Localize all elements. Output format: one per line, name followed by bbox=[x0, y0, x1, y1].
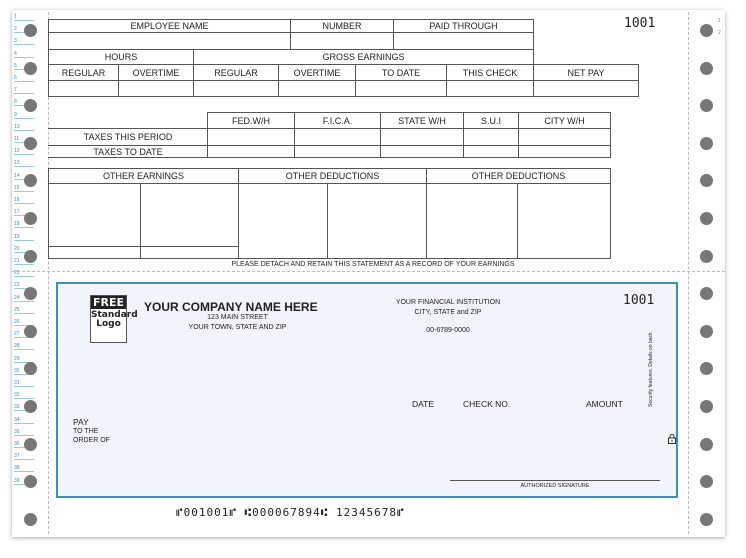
line-number: 5 bbox=[14, 63, 34, 70]
tractor-hole-right bbox=[700, 400, 713, 413]
micr-line: ⑈001001⑈ ⑆000067894⑆ 12345678⑈ bbox=[176, 506, 405, 519]
column-divider bbox=[140, 183, 141, 259]
tax-to-date-cell bbox=[518, 145, 611, 158]
earnings-subheader-3: OVERTIME bbox=[278, 64, 356, 81]
stub-check-number: 1001 bbox=[624, 16, 656, 31]
line-number: 21 bbox=[14, 258, 34, 265]
earnings-value-cell bbox=[193, 80, 279, 97]
tax-header-4: CITY W/H bbox=[518, 112, 611, 129]
tractor-hole-left bbox=[24, 438, 37, 451]
padlock-icon bbox=[668, 431, 676, 439]
earnings-subheader-6: NET PAY bbox=[533, 64, 639, 81]
line-number: 24 bbox=[14, 295, 34, 302]
line-number: 37 bbox=[14, 453, 34, 460]
tax-header-2: STATE W/H bbox=[380, 112, 464, 129]
earnings-subheader-0: REGULAR bbox=[48, 64, 119, 81]
logo-logo: Logo bbox=[96, 319, 121, 329]
tractor-hole-right bbox=[700, 24, 713, 37]
bank-city: CITY, STATE and ZIP bbox=[414, 309, 482, 316]
line-number: 35 bbox=[14, 429, 34, 436]
line-number: 14 bbox=[14, 173, 34, 180]
line-number: 6 bbox=[14, 75, 34, 82]
line-number: 32 bbox=[14, 392, 34, 399]
tax-to-date-cell bbox=[463, 145, 519, 158]
line-number: 12 bbox=[14, 148, 34, 155]
company-address-line2: YOUR TOWN, STATE AND ZIP bbox=[188, 324, 287, 331]
tax-to-date-cell bbox=[294, 145, 381, 158]
check-number: 1001 bbox=[623, 293, 655, 308]
tax-header-3: S.U.I bbox=[463, 112, 519, 129]
line-number: 11 bbox=[14, 136, 34, 143]
tax-period-cell bbox=[294, 128, 381, 146]
line-number: 28 bbox=[14, 343, 34, 350]
tractor-hole-left bbox=[24, 212, 37, 225]
check-no-label: CHECK NO. bbox=[463, 399, 511, 409]
tractor-hole-right bbox=[700, 325, 713, 338]
tax-period-cell bbox=[380, 128, 464, 146]
tractor-hole-left bbox=[24, 62, 37, 75]
earnings-value-cell bbox=[48, 80, 119, 97]
line-number: 26 bbox=[14, 319, 34, 326]
earnings-subheader-1: OVERTIME bbox=[118, 64, 194, 81]
line-number: 19 bbox=[14, 234, 34, 241]
tax-period-cell bbox=[463, 128, 519, 146]
detach-perforation bbox=[12, 271, 725, 272]
line-number: 30 bbox=[14, 368, 34, 375]
line-number: 8 bbox=[14, 99, 34, 106]
tax-to-date-cell bbox=[207, 145, 295, 158]
tractor-hole-right bbox=[700, 438, 713, 451]
authorized-signature-label: AUTHORIZED SIGNATURE bbox=[520, 483, 590, 489]
earnings-value-cell bbox=[355, 80, 447, 97]
line-number: 3 bbox=[14, 38, 34, 45]
other-header-1: OTHER DEDUCTIONS bbox=[238, 168, 427, 184]
earnings-subheader-2: REGULAR bbox=[193, 64, 279, 81]
other-body bbox=[238, 183, 427, 259]
routing-fraction: 00-6789-0000 bbox=[426, 327, 470, 334]
column-divider bbox=[327, 183, 328, 259]
tax-period-cell bbox=[207, 128, 295, 146]
line-number: 9 bbox=[14, 112, 34, 119]
tax-header-1: F.I.C.A. bbox=[294, 112, 381, 129]
line-number: 17 bbox=[14, 209, 34, 216]
tax-header-0: FED.W/H bbox=[207, 112, 295, 129]
right-line-number: 1 bbox=[718, 18, 721, 24]
other-body bbox=[48, 183, 239, 259]
tractor-hole-left bbox=[24, 24, 37, 37]
other-header-0: OTHER EARNINGS bbox=[48, 168, 239, 184]
logo-free: FREE bbox=[92, 296, 124, 309]
earnings-value-cell bbox=[533, 80, 639, 97]
line-number: 18 bbox=[14, 221, 34, 228]
gross-earnings-header: GROSS EARNINGS bbox=[193, 49, 534, 65]
line-number: 33 bbox=[14, 404, 34, 411]
logo-standard: Standard bbox=[91, 310, 138, 320]
number-value bbox=[290, 32, 394, 50]
taxes-this-period-label: TAXES THIS PERIOD bbox=[48, 128, 208, 146]
employee-name-header: EMPLOYEE NAME bbox=[48, 19, 291, 33]
line-number: 36 bbox=[14, 441, 34, 448]
line-number: 34 bbox=[14, 417, 34, 424]
tractor-hole-right bbox=[700, 137, 713, 150]
line-number: 31 bbox=[14, 380, 34, 387]
line-number: 1 bbox=[14, 14, 34, 21]
tractor-hole-left bbox=[24, 325, 37, 338]
tractor-hole-left bbox=[24, 513, 37, 526]
tractor-hole-right bbox=[700, 513, 713, 526]
tax-period-cell bbox=[518, 128, 611, 146]
line-number: 25 bbox=[14, 307, 34, 314]
line-number: 7 bbox=[14, 87, 34, 94]
employee-name-value bbox=[48, 32, 291, 50]
line-number: 10 bbox=[14, 124, 34, 131]
earnings-subheader-4: TO DATE bbox=[355, 64, 447, 81]
tractor-hole-left bbox=[24, 400, 37, 413]
line-number: 29 bbox=[14, 356, 34, 363]
tax-to-date-cell bbox=[380, 145, 464, 158]
earnings-subheader-5: THIS CHECK bbox=[446, 64, 534, 81]
signature-line[interactable] bbox=[450, 480, 660, 481]
paid-through-header: PAID THROUGH bbox=[393, 19, 534, 33]
amount-label: AMOUNT bbox=[586, 399, 623, 409]
line-number: 23 bbox=[14, 282, 34, 289]
right-line-number: 2 bbox=[718, 30, 721, 36]
order-of-label: ORDER OF bbox=[73, 437, 110, 444]
security-features-note: Security features. Details on back. bbox=[648, 331, 654, 407]
taxes-to-date-label: TAXES TO DATE bbox=[48, 145, 208, 158]
other-body bbox=[426, 183, 611, 259]
bank-name: YOUR FINANCIAL INSTITUTION bbox=[395, 299, 501, 306]
company-name: YOUR COMPANY NAME HERE bbox=[144, 300, 318, 314]
line-number: 15 bbox=[14, 185, 34, 192]
tractor-hole-left bbox=[24, 137, 37, 150]
earnings-value-cell bbox=[118, 80, 194, 97]
paid-through-value bbox=[393, 32, 534, 50]
line-number: 38 bbox=[14, 465, 34, 472]
hours-header: HOURS bbox=[48, 49, 194, 65]
detach-notice: PLEASE DETACH AND RETAIN THIS STATEMENT AS A RECORD OF YOUR EARNINGS bbox=[231, 261, 515, 268]
row-divider bbox=[48, 246, 238, 247]
right-perforation bbox=[688, 12, 689, 534]
line-number: 22 bbox=[14, 270, 34, 277]
check-body bbox=[56, 282, 678, 498]
company-logo bbox=[90, 295, 138, 343]
line-number: 16 bbox=[14, 197, 34, 204]
number-header: NUMBER bbox=[290, 19, 394, 33]
date-label: DATE bbox=[412, 399, 435, 409]
line-number: 39 bbox=[14, 478, 34, 485]
line-number: 13 bbox=[14, 160, 34, 167]
pay-label: PAY bbox=[73, 417, 89, 427]
other-header-2: OTHER DEDUCTIONS bbox=[426, 168, 611, 184]
tractor-hole-right bbox=[700, 212, 713, 225]
earnings-value-cell bbox=[446, 80, 534, 97]
tractor-hole-right bbox=[700, 62, 713, 75]
company-address-line1: 123 MAIN STREET bbox=[207, 314, 268, 321]
line-number: 4 bbox=[14, 51, 34, 58]
line-number: 20 bbox=[14, 246, 34, 253]
column-divider bbox=[517, 183, 518, 259]
line-number: 2 bbox=[14, 26, 34, 33]
to-the-label: TO THE bbox=[73, 428, 99, 435]
line-number: 27 bbox=[14, 331, 34, 338]
earnings-value-cell bbox=[278, 80, 356, 97]
